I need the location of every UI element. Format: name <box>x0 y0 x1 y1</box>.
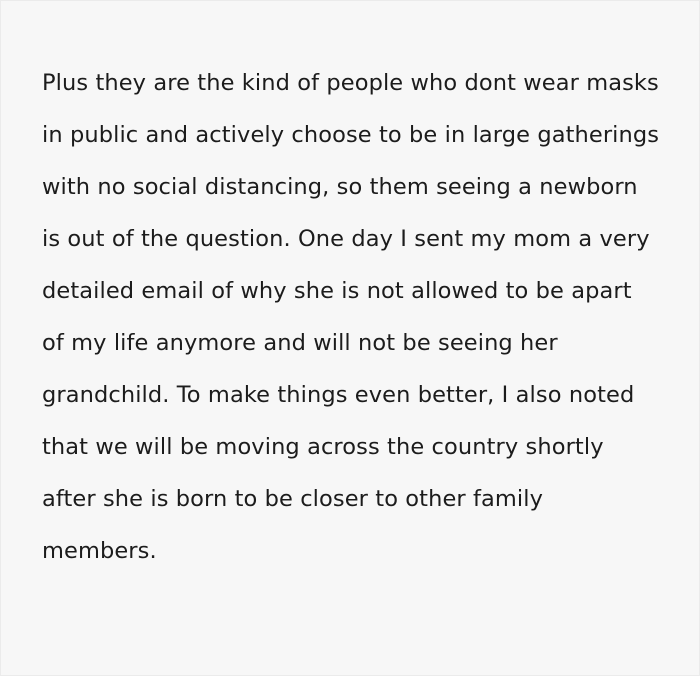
document-body-text: Plus they are the kind of people who dont wear masks in public and actively choose to be in large gatherings with no social distancing, so them seeing a newborn is out of the question. One day I sent my mom a very detailed email of why she is not allowed to be apart of my life anymore and will not be seeing her grandchild. To make things even better, I also noted that we will be moving across the country shortly after she is born to be closer to other family members. <box>42 69 667 564</box>
